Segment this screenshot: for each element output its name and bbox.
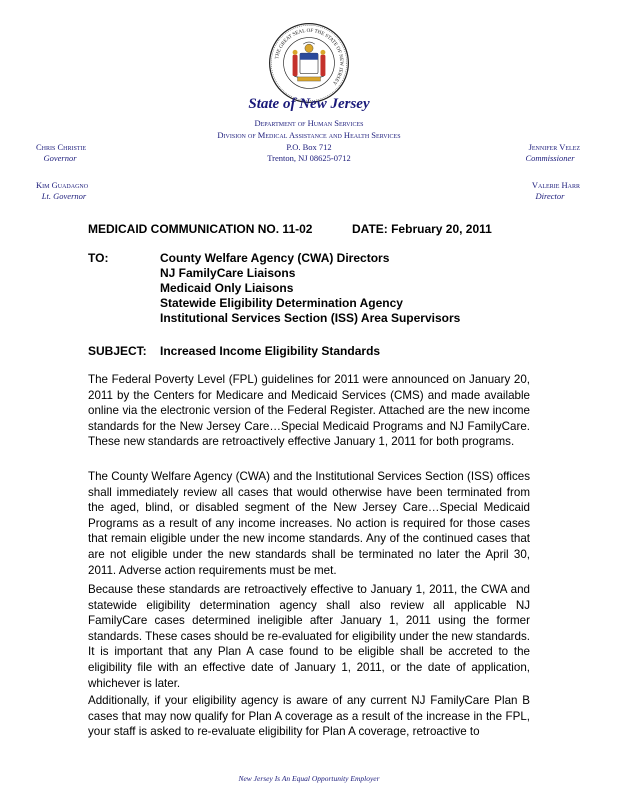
state-title: State of New Jersey: [248, 96, 370, 112]
communication-date: DATE: February 20, 2011: [352, 222, 492, 236]
body-paragraph: Additionally, if your eligibility agency is aware of any current NJ FamilyCare Plan B cases that may now qualify for Plan A coverage as a result of the increase in the FPL, your staff is asked to re-evaluate eligibility for Plan A coverage, retroactive to: [88, 694, 530, 739]
state-seal-icon: [268, 22, 350, 104]
recipient-line: Statewide Eligibility Determination Agency: [160, 296, 403, 310]
governor-name: Chris Christie: [36, 142, 87, 152]
body-paragraph: The County Welfare Agency (CWA) and the Institutional Services Section (ISS) offices shall immediately review all cases that would otherwise have been terminated from the aged, blind, or disabled segment of the New Jersey Care…Special Medicaid Programs as a result of any income increases. No action is required for those cases that remain eligible under the new income standards. Any of the continued cases that are not eligible under the new standards shall be terminated no later the April 30, 2011. Adverse action requirements must be met.: [88, 470, 530, 577]
recipient-line: County Welfare Agency (CWA) Directors: [160, 251, 390, 265]
commissioner-name: Jennifer Velez: [528, 142, 580, 152]
director-title: Director: [535, 191, 565, 201]
lt-governor-name: Kim Guadagno: [36, 180, 89, 190]
body-paragraph: Because these standards are retroactively effective to January 1, 2011, the CWA and statewide eligibility determination agency shall also review all applicable NJ FamilyCare cases determined ineligible after January 1, 2011 using the former standards. These cases should be re-evaluated for eligibility under the new standards. It is important that any Plan A case found to be eligible shall be accreted to the eligibility file with an effective date of January 1, 2011, or the date of application, whichever is later.: [88, 583, 530, 690]
city-address: Trenton, NJ 08625-0712: [267, 153, 351, 163]
recipient-line: Medicaid Only Liaisons: [160, 281, 294, 295]
body-paragraph: The Federal Poverty Level (FPL) guidelines for 2011 were announced on January 20, 2011 by the Centers for Medicare and Medicaid Services (CMS) and made available online via the electronic version of the Federal Register. Attached are the new income standards for the New Jersey Care…Special Medicaid Programs and NJ FamilyCare. These new standards are retroactively effective January 1, 2011 for both programs.: [88, 373, 530, 449]
recipient-line: NJ FamilyCare Liaisons: [160, 266, 296, 280]
subject-text: Increased Income Eligibility Standards: [160, 344, 381, 358]
department-name: Department of Human Services: [254, 118, 364, 128]
lt-governor-title: Lt. Governor: [41, 191, 87, 201]
po-box: P.O. Box 712: [286, 142, 332, 152]
communication-number: MEDICAID COMMUNICATION NO. 11-02: [88, 222, 313, 236]
footer-text: New Jersey Is An Equal Opportunity Employer: [238, 774, 380, 783]
commissioner-title: Commissioner: [525, 153, 575, 163]
director-name: Valerie Harr: [531, 180, 580, 190]
subject-label: SUBJECT:: [88, 344, 147, 358]
recipient-line: Institutional Services Section (ISS) Area Supervisors: [160, 311, 461, 325]
division-name: Division of Medical Assistance and Health Services: [217, 130, 401, 140]
seal-ring-text: THE GREAT SEAL OF THE STATE OF NEW JERSEY: [274, 27, 345, 87]
governor-title: Governor: [43, 153, 77, 163]
to-label: TO:: [88, 251, 109, 265]
